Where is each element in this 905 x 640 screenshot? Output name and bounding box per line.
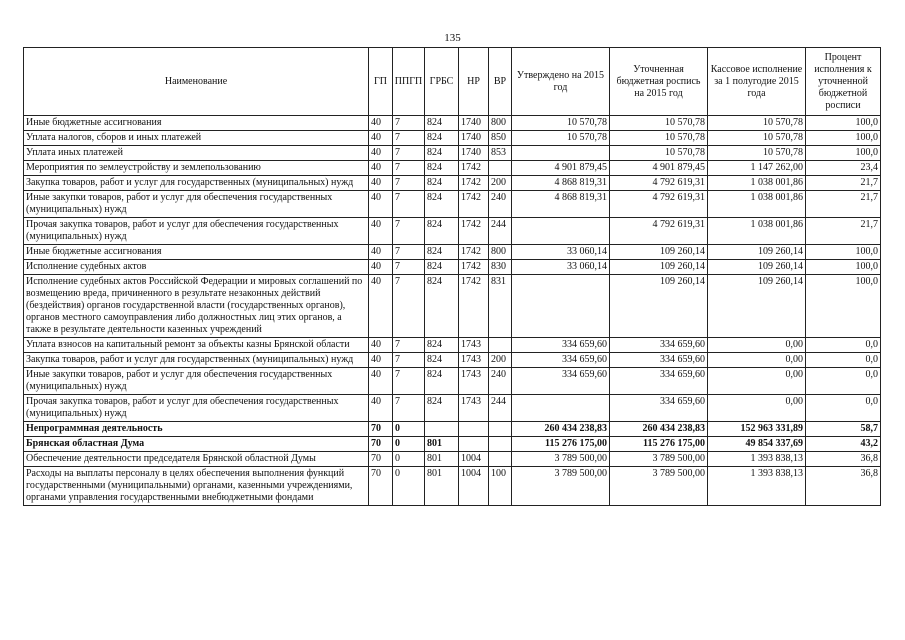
cell-gp: 40 — [369, 245, 393, 260]
cell-refined: 334 659,60 — [610, 368, 708, 395]
cell-np: 1004 — [459, 467, 489, 506]
cell-approved: 260 434 238,83 — [512, 422, 610, 437]
cell-cash: 0,00 — [708, 338, 806, 353]
cell-refined: 4 792 619,31 — [610, 176, 708, 191]
cell-approved: 334 659,60 — [512, 338, 610, 353]
cell-grbs: 824 — [425, 275, 459, 338]
table-row — [24, 452, 881, 467]
cell-gp: 40 — [369, 275, 393, 338]
cell-name: Уплата взносов на капитальный ремонт за объекты казны Брянской области — [24, 338, 369, 353]
table-row — [24, 191, 881, 218]
cell-approved: 334 659,60 — [512, 353, 610, 368]
header-np: НР — [459, 48, 489, 116]
cell-approved: 3 789 500,00 — [512, 452, 610, 467]
cell-approved: 4 868 819,31 — [512, 176, 610, 191]
header-grbs: ГРБС — [425, 48, 459, 116]
table-row — [24, 395, 881, 422]
cell-vr: 853 — [489, 146, 512, 161]
cell-approved: 10 570,78 — [512, 131, 610, 146]
cell-refined: 334 659,60 — [610, 395, 708, 422]
cell-grbs: 824 — [425, 116, 459, 131]
cell-gp: 40 — [369, 191, 393, 218]
cell-np: 1742 — [459, 275, 489, 338]
cell-vr: 800 — [489, 245, 512, 260]
cell-name: Брянская областная Дума — [24, 437, 369, 452]
cell-np: 1742 — [459, 260, 489, 275]
cell-vr: 200 — [489, 176, 512, 191]
cell-ppgp: 7 — [393, 353, 425, 368]
cell-vr — [489, 161, 512, 176]
header-name: Наименование — [24, 48, 369, 116]
cell-gp: 40 — [369, 176, 393, 191]
cell-ppgp: 7 — [393, 395, 425, 422]
cell-ppgp: 7 — [393, 131, 425, 146]
budget-table — [23, 47, 881, 506]
cell-cash: 1 393 838,13 — [708, 467, 806, 506]
cell-grbs: 824 — [425, 260, 459, 275]
cell-percent: 0,0 — [806, 353, 881, 368]
cell-gp: 40 — [369, 368, 393, 395]
cell-refined: 109 260,14 — [610, 260, 708, 275]
cell-grbs: 824 — [425, 161, 459, 176]
cell-cash: 1 038 001,86 — [708, 191, 806, 218]
cell-np: 1740 — [459, 146, 489, 161]
cell-refined: 4 901 879,45 — [610, 161, 708, 176]
cell-percent: 100,0 — [806, 131, 881, 146]
cell-percent: 43,2 — [806, 437, 881, 452]
cell-grbs: 801 — [425, 437, 459, 452]
cell-grbs: 824 — [425, 146, 459, 161]
cell-gp: 40 — [369, 116, 393, 131]
cell-percent: 36,8 — [806, 452, 881, 467]
cell-percent: 58,7 — [806, 422, 881, 437]
cell-approved: 115 276 175,00 — [512, 437, 610, 452]
cell-approved — [512, 395, 610, 422]
cell-np: 1742 — [459, 176, 489, 191]
cell-gp: 70 — [369, 437, 393, 452]
cell-name: Уплата налогов, сборов и иных платежей — [24, 131, 369, 146]
cell-name: Уплата иных платежей — [24, 146, 369, 161]
cell-percent: 100,0 — [806, 146, 881, 161]
cell-grbs: 824 — [425, 353, 459, 368]
cell-cash: 109 260,14 — [708, 245, 806, 260]
cell-np — [459, 437, 489, 452]
cell-vr — [489, 338, 512, 353]
cell-percent: 100,0 — [806, 260, 881, 275]
table-row — [24, 260, 881, 275]
cell-grbs — [425, 422, 459, 437]
table-row — [24, 176, 881, 191]
cell-refined: 109 260,14 — [610, 245, 708, 260]
cell-np: 1743 — [459, 368, 489, 395]
cell-cash: 49 854 337,69 — [708, 437, 806, 452]
cell-name: Обеспечение деятельности председателя Брянской областной Думы — [24, 452, 369, 467]
cell-refined: 334 659,60 — [610, 338, 708, 353]
cell-np: 1743 — [459, 338, 489, 353]
cell-cash: 109 260,14 — [708, 260, 806, 275]
cell-name: Иные бюджетные ассигнования — [24, 245, 369, 260]
cell-name: Закупка товаров, работ и услуг для государственных (муниципальных) нужд — [24, 176, 369, 191]
cell-np: 1742 — [459, 245, 489, 260]
cell-grbs: 824 — [425, 245, 459, 260]
cell-grbs: 824 — [425, 395, 459, 422]
cell-cash: 10 570,78 — [708, 131, 806, 146]
cell-grbs: 824 — [425, 218, 459, 245]
table-row — [24, 218, 881, 245]
cell-ppgp: 7 — [393, 176, 425, 191]
header-percent: Процент исполнения к уточненной бюджетной росписи — [806, 48, 881, 116]
cell-name: Прочая закупка товаров, работ и услуг для обеспечения государственных (муниципальных) нужд — [24, 395, 369, 422]
cell-percent: 0,0 — [806, 395, 881, 422]
cell-cash: 10 570,78 — [708, 146, 806, 161]
cell-name: Иные закупки товаров, работ и услуг для обеспечения государственных (муниципальных) нужд — [24, 368, 369, 395]
cell-cash: 1 147 262,00 — [708, 161, 806, 176]
cell-cash: 0,00 — [708, 395, 806, 422]
table-row — [24, 275, 881, 338]
table-row — [24, 161, 881, 176]
cell-gp: 70 — [369, 467, 393, 506]
cell-cash: 109 260,14 — [708, 275, 806, 338]
cell-grbs: 824 — [425, 368, 459, 395]
cell-refined: 3 789 500,00 — [610, 452, 708, 467]
cell-percent: 100,0 — [806, 116, 881, 131]
cell-approved — [512, 146, 610, 161]
table-row — [24, 467, 881, 506]
cell-name: Непрограммная деятельность — [24, 422, 369, 437]
cell-grbs: 801 — [425, 452, 459, 467]
cell-np: 1740 — [459, 131, 489, 146]
cell-ppgp: 0 — [393, 437, 425, 452]
table-row — [24, 131, 881, 146]
cell-name: Мероприятия по землеустройству и землепользованию — [24, 161, 369, 176]
cell-grbs: 824 — [425, 191, 459, 218]
cell-name: Прочая закупка товаров, работ и услуг для обеспечения государственных (муниципальных) нужд — [24, 218, 369, 245]
cell-percent: 21,7 — [806, 191, 881, 218]
cell-approved: 3 789 500,00 — [512, 467, 610, 506]
cell-refined: 260 434 238,83 — [610, 422, 708, 437]
table-row — [24, 422, 881, 437]
table-row — [24, 116, 881, 131]
cell-np: 1742 — [459, 191, 489, 218]
cell-gp: 70 — [369, 422, 393, 437]
page-number: 135 — [444, 32, 461, 44]
cell-name: Иные бюджетные ассигнования — [24, 116, 369, 131]
cell-name: Закупка товаров, работ и услуг для государственных (муниципальных) нужд — [24, 353, 369, 368]
cell-approved: 33 060,14 — [512, 260, 610, 275]
cell-vr — [489, 452, 512, 467]
cell-vr — [489, 422, 512, 437]
cell-vr: 200 — [489, 353, 512, 368]
cell-gp: 40 — [369, 218, 393, 245]
header-ppgp: ППГП — [393, 48, 425, 116]
cell-refined: 3 789 500,00 — [610, 467, 708, 506]
header-gp: ГП — [369, 48, 393, 116]
cell-ppgp: 7 — [393, 245, 425, 260]
cell-refined: 109 260,14 — [610, 275, 708, 338]
cell-vr: 244 — [489, 395, 512, 422]
cell-vr: 240 — [489, 191, 512, 218]
cell-ppgp: 0 — [393, 467, 425, 506]
header-vr: ВР — [489, 48, 512, 116]
cell-cash: 0,00 — [708, 353, 806, 368]
cell-approved — [512, 275, 610, 338]
cell-approved: 33 060,14 — [512, 245, 610, 260]
cell-ppgp: 0 — [393, 422, 425, 437]
cell-percent: 23,4 — [806, 161, 881, 176]
cell-vr: 100 — [489, 467, 512, 506]
cell-ppgp: 7 — [393, 161, 425, 176]
table-row — [24, 437, 881, 452]
cell-cash: 1 038 001,86 — [708, 218, 806, 245]
cell-percent: 100,0 — [806, 275, 881, 338]
cell-name: Расходы на выплаты персоналу в целях обеспечения выполнения функций государственными (муниципальными) органами, казенными учреждениями, органами управления государственными внебюджетными фондами — [24, 467, 369, 506]
cell-refined: 4 792 619,31 — [610, 191, 708, 218]
cell-percent: 36,8 — [806, 467, 881, 506]
cell-ppgp: 7 — [393, 218, 425, 245]
table-row — [24, 146, 881, 161]
cell-approved: 334 659,60 — [512, 368, 610, 395]
cell-percent: 0,0 — [806, 368, 881, 395]
cell-np — [459, 422, 489, 437]
cell-ppgp: 7 — [393, 191, 425, 218]
cell-gp: 40 — [369, 146, 393, 161]
cell-approved: 10 570,78 — [512, 116, 610, 131]
table-row — [24, 245, 881, 260]
table-row — [24, 353, 881, 368]
cell-percent: 100,0 — [806, 245, 881, 260]
cell-vr: 850 — [489, 131, 512, 146]
cell-ppgp: 7 — [393, 116, 425, 131]
cell-cash: 0,00 — [708, 368, 806, 395]
cell-ppgp: 7 — [393, 338, 425, 353]
cell-cash: 1 038 001,86 — [708, 176, 806, 191]
cell-refined: 10 570,78 — [610, 131, 708, 146]
cell-gp: 40 — [369, 395, 393, 422]
cell-ppgp: 7 — [393, 260, 425, 275]
cell-cash: 152 963 331,89 — [708, 422, 806, 437]
cell-approved — [512, 218, 610, 245]
cell-percent: 21,7 — [806, 218, 881, 245]
cell-np: 1743 — [459, 395, 489, 422]
cell-gp: 40 — [369, 353, 393, 368]
header-approved: Утверждено на 2015 год — [512, 48, 610, 116]
cell-vr: 244 — [489, 218, 512, 245]
cell-name: Исполнение судебных актов — [24, 260, 369, 275]
cell-refined: 10 570,78 — [610, 116, 708, 131]
cell-np: 1742 — [459, 161, 489, 176]
cell-gp: 40 — [369, 131, 393, 146]
cell-ppgp: 7 — [393, 368, 425, 395]
cell-refined: 4 792 619,31 — [610, 218, 708, 245]
cell-ppgp: 0 — [393, 452, 425, 467]
cell-np: 1740 — [459, 116, 489, 131]
cell-approved: 4 901 879,45 — [512, 161, 610, 176]
cell-vr — [489, 437, 512, 452]
cell-grbs: 824 — [425, 131, 459, 146]
cell-gp: 70 — [369, 452, 393, 467]
cell-gp: 40 — [369, 338, 393, 353]
cell-cash: 10 570,78 — [708, 116, 806, 131]
header-cash: Кассовое исполнение за 1 полугодие 2015 года — [708, 48, 806, 116]
cell-name: Иные закупки товаров, работ и услуг для обеспечения государственных (муниципальных) нужд — [24, 191, 369, 218]
cell-grbs: 824 — [425, 338, 459, 353]
cell-grbs: 824 — [425, 176, 459, 191]
cell-np: 1004 — [459, 452, 489, 467]
cell-ppgp: 7 — [393, 275, 425, 338]
cell-grbs: 801 — [425, 467, 459, 506]
table-row — [24, 368, 881, 395]
cell-percent: 0,0 — [806, 338, 881, 353]
cell-gp: 40 — [369, 260, 393, 275]
cell-refined: 115 276 175,00 — [610, 437, 708, 452]
cell-name: Исполнение судебных актов Российской Федерации и мировых соглашений по возмещению вреда, причиненного в результате незаконных действий (бездействия) органов государственной власти (государственных органов), органов местного самоуправления либо должностных лиц этих органов, а также в результате деятельности казенных учреждений — [24, 275, 369, 338]
cell-vr: 800 — [489, 116, 512, 131]
cell-vr: 830 — [489, 260, 512, 275]
cell-approved: 4 868 819,31 — [512, 191, 610, 218]
cell-ppgp: 7 — [393, 146, 425, 161]
cell-percent: 21,7 — [806, 176, 881, 191]
cell-gp: 40 — [369, 161, 393, 176]
cell-vr: 240 — [489, 368, 512, 395]
table-row — [24, 338, 881, 353]
cell-cash: 1 393 838,13 — [708, 452, 806, 467]
cell-refined: 10 570,78 — [610, 146, 708, 161]
cell-np: 1742 — [459, 218, 489, 245]
cell-vr: 831 — [489, 275, 512, 338]
cell-np: 1743 — [459, 353, 489, 368]
header-refined: Уточненная бюджетная роспись на 2015 год — [610, 48, 708, 116]
cell-refined: 334 659,60 — [610, 353, 708, 368]
table-header-row — [24, 48, 881, 116]
